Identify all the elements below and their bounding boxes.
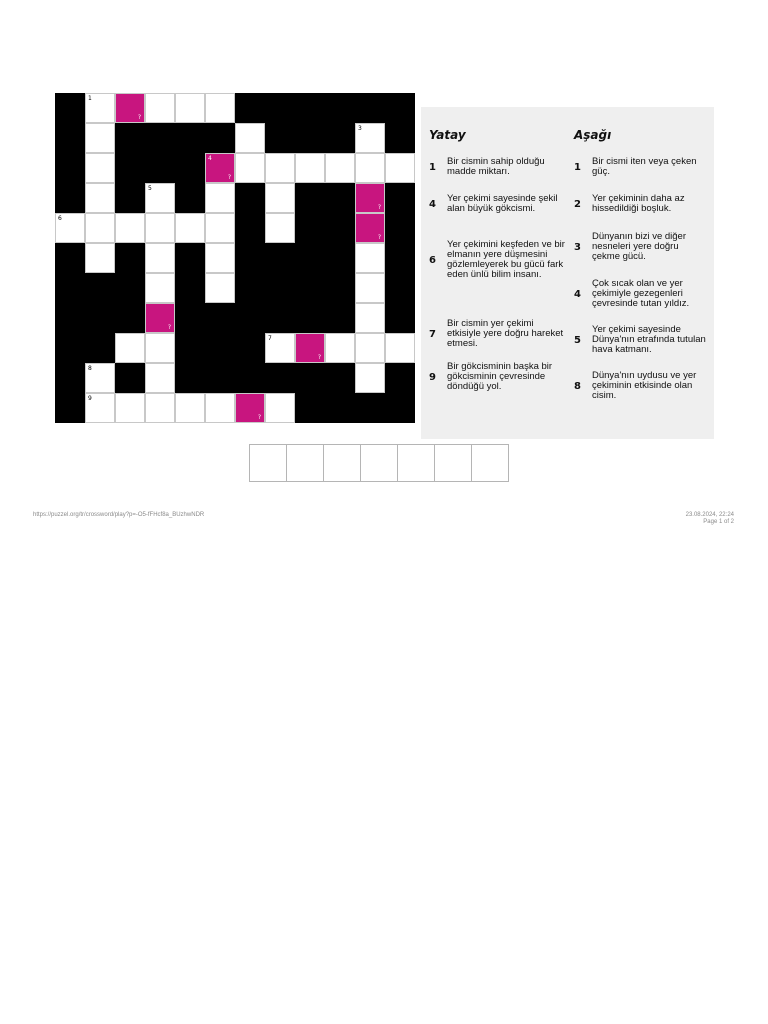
clue-number-label: 7 xyxy=(429,328,436,340)
grid-block xyxy=(235,363,265,393)
grid-block xyxy=(175,153,205,183)
page-number: Page 1 of 2 xyxy=(703,519,734,525)
grid-cell[interactable] xyxy=(355,363,385,393)
page-url: https://puzzel.org/tr/crossword/play?p=-O5-fFHcf8a_BUzhwNDR xyxy=(33,512,205,518)
clue-number-label: 5 xyxy=(574,334,581,346)
grid-block xyxy=(295,243,325,273)
grid-cell[interactable] xyxy=(85,183,115,213)
down-clue-2 xyxy=(574,194,709,214)
mystery-mark: ? xyxy=(167,324,171,331)
clue-text: Yer çekimi sayesinde Dünya'nın etrafında tutulan hava katmanı. xyxy=(592,324,706,355)
grid-block xyxy=(265,303,295,333)
grid-cell[interactable] xyxy=(85,393,115,423)
grid-block xyxy=(175,303,205,333)
solution-letter-box[interactable] xyxy=(471,444,509,482)
down-clue-8 xyxy=(574,371,709,401)
grid-block xyxy=(235,243,265,273)
clue-text: Bir cismi iten veya çeken güç. xyxy=(592,156,697,177)
grid-block xyxy=(115,303,145,333)
solution-letter-box[interactable] xyxy=(397,444,435,482)
grid-cell[interactable] xyxy=(175,93,205,123)
mystery-mark: ? xyxy=(137,114,141,121)
grid-cell[interactable] xyxy=(145,183,175,213)
clue-number-label: 1 xyxy=(574,161,581,173)
grid-cell[interactable] xyxy=(385,333,415,363)
clue-number-label: 8 xyxy=(574,380,581,392)
across-clue-9 xyxy=(429,362,569,392)
across-heading: Yatay xyxy=(429,128,466,142)
grid-cell[interactable] xyxy=(355,123,385,153)
clue-text: Dünya'nın uydusu ve yer çekiminin etkisinde olan cisim. xyxy=(592,370,697,401)
grid-block xyxy=(235,273,265,303)
across-clue-7 xyxy=(429,319,569,349)
mystery-mark: ? xyxy=(377,204,381,211)
grid-cell[interactable] xyxy=(85,93,115,123)
grid-block xyxy=(235,333,265,363)
grid-cell[interactable] xyxy=(175,213,205,243)
grid-cell[interactable] xyxy=(85,153,115,183)
clue-text: Yer çekimini keşfeden ve bir elmanın yere düşmesini gözlemleyerek bu gücü fark eden ünlü bilim insanı. xyxy=(447,239,565,280)
mystery-mark: ? xyxy=(227,174,231,181)
grid-block xyxy=(295,363,325,393)
grid-cell[interactable] xyxy=(265,333,295,363)
grid-block xyxy=(205,303,235,333)
clue-text: Çok sıcak olan ve yer çekimiyle gezegenleri çevresinde tutan yıldız. xyxy=(592,278,690,309)
clue-number: 2 xyxy=(267,124,271,131)
solution-letter-box[interactable] xyxy=(323,444,361,482)
grid-block xyxy=(175,123,205,153)
grid-cell[interactable] xyxy=(205,183,235,213)
grid-block xyxy=(85,333,115,363)
grid-block xyxy=(175,243,205,273)
down-clue-1 xyxy=(574,157,709,177)
grid-cell[interactable] xyxy=(115,393,145,423)
grid-cell[interactable] xyxy=(205,273,235,303)
grid-cell[interactable] xyxy=(355,273,385,303)
clues-panel xyxy=(421,107,714,439)
clue-text: Yer çekimi sayesinde şekil alan büyük gökcismi. xyxy=(447,193,558,214)
grid-block xyxy=(325,303,355,333)
grid-cell[interactable] xyxy=(205,93,235,123)
grid-cell[interactable] xyxy=(385,153,415,183)
grid-cell-mystery[interactable] xyxy=(115,93,145,123)
grid-cell[interactable] xyxy=(355,153,385,183)
clue-number: 6 xyxy=(58,215,62,222)
grid-block xyxy=(55,123,85,153)
grid-block xyxy=(175,363,205,393)
clue-number: 1 xyxy=(88,95,92,102)
clue-number-label: 4 xyxy=(429,198,436,210)
grid-cell[interactable] xyxy=(325,153,355,183)
grid-block xyxy=(325,93,355,123)
grid-block xyxy=(205,123,235,153)
grid-block xyxy=(265,93,295,123)
grid-block xyxy=(325,363,355,393)
grid-cell[interactable] xyxy=(325,333,355,363)
grid-block xyxy=(85,273,115,303)
grid-cell[interactable] xyxy=(355,303,385,333)
grid-block xyxy=(85,303,115,333)
grid-block xyxy=(55,303,85,333)
grid-cell[interactable] xyxy=(115,333,145,363)
grid-block xyxy=(295,183,325,213)
grid-block xyxy=(235,93,265,123)
grid-cell[interactable] xyxy=(145,393,175,423)
clue-text: Dünyanın bizi ve diğer nesneleri yere doğru çekme gücü. xyxy=(592,231,686,262)
clue-number-label: 3 xyxy=(574,241,581,253)
mystery-mark: ? xyxy=(377,234,381,241)
clue-number-label: 6 xyxy=(429,254,436,266)
print-meta xyxy=(686,512,734,526)
solution-letter-box[interactable] xyxy=(286,444,324,482)
clue-number-label: 1 xyxy=(429,161,436,173)
grid-block xyxy=(115,183,145,213)
grid-cell[interactable] xyxy=(85,363,115,393)
grid-cell[interactable] xyxy=(235,153,265,183)
solution-letter-box[interactable] xyxy=(249,444,287,482)
grid-block xyxy=(325,183,355,213)
down-column xyxy=(574,127,709,427)
grid-block xyxy=(145,123,175,153)
grid-block xyxy=(385,243,415,273)
grid-block xyxy=(385,123,415,153)
grid-cell[interactable] xyxy=(355,333,385,363)
grid-cell[interactable] xyxy=(175,393,205,423)
grid-block xyxy=(325,273,355,303)
grid-block xyxy=(265,273,295,303)
grid-cell[interactable] xyxy=(295,153,325,183)
crossword-grid xyxy=(55,93,415,423)
clue-number-label: 4 xyxy=(574,288,581,300)
grid-block xyxy=(325,243,355,273)
grid-block xyxy=(235,213,265,243)
grid-block xyxy=(295,93,325,123)
grid-cell[interactable] xyxy=(265,393,295,423)
clue-number-label: 9 xyxy=(429,371,436,383)
clue-text: Bir gökcisminin başka bir gökcisminin çevresinde döndüğü yol. xyxy=(447,361,553,392)
grid-block xyxy=(325,213,355,243)
mystery-mark: ? xyxy=(317,354,321,361)
grid-cell[interactable] xyxy=(145,213,175,243)
solution-letter-box[interactable] xyxy=(434,444,472,482)
grid-block xyxy=(55,273,85,303)
grid-block xyxy=(355,393,385,423)
grid-cell[interactable] xyxy=(235,123,265,153)
grid-cell[interactable] xyxy=(85,243,115,273)
clue-number-label: 2 xyxy=(574,198,581,210)
grid-block xyxy=(55,243,85,273)
grid-block xyxy=(295,303,325,333)
clue-number: 3 xyxy=(358,125,362,132)
grid-block xyxy=(115,363,145,393)
clue-text: Yer çekiminin daha az hissedildiği boşluk. xyxy=(592,193,685,214)
grid-cell[interactable] xyxy=(355,243,385,273)
grid-block xyxy=(115,243,145,273)
across-clue-6 xyxy=(429,240,569,280)
down-clue-3 xyxy=(574,232,709,262)
grid-cell[interactable] xyxy=(205,243,235,273)
grid-block xyxy=(295,123,325,153)
grid-cell-mystery[interactable] xyxy=(145,303,175,333)
down-heading: Aşağı xyxy=(574,128,612,142)
grid-cell[interactable] xyxy=(145,273,175,303)
clue-text: Bir cismin sahip olduğu madde miktarı. xyxy=(447,156,545,177)
print-date: 23.08.2024, 22:24 xyxy=(685,512,734,518)
grid-block xyxy=(55,93,85,123)
grid-block xyxy=(325,393,355,423)
grid-block xyxy=(55,153,85,183)
grid-block xyxy=(175,273,205,303)
grid-block xyxy=(205,363,235,393)
mystery-mark: ? xyxy=(257,414,261,421)
grid-cell-mystery[interactable] xyxy=(205,153,235,183)
down-clue-5 xyxy=(574,325,709,355)
clue-number: 4 xyxy=(208,155,212,162)
grid-block xyxy=(265,363,295,393)
grid-block xyxy=(115,273,145,303)
grid-cell[interactable] xyxy=(145,333,175,363)
grid-block xyxy=(325,123,355,153)
grid-block xyxy=(205,333,235,363)
grid-block xyxy=(295,273,325,303)
grid-block xyxy=(295,393,325,423)
grid-block xyxy=(235,183,265,213)
grid-block xyxy=(55,393,85,423)
grid-cell[interactable] xyxy=(265,213,295,243)
grid-block xyxy=(175,333,205,363)
grid-block xyxy=(355,93,385,123)
grid-block xyxy=(385,273,415,303)
grid-cell-mystery[interactable] xyxy=(235,393,265,423)
clue-text: Bir cismin yer çekimi etkisiyle yere doğru hareket etmesi. xyxy=(447,318,564,349)
grid-block xyxy=(385,363,415,393)
grid-block xyxy=(55,333,85,363)
grid-cell[interactable] xyxy=(145,363,175,393)
grid-block xyxy=(265,243,295,273)
grid-block xyxy=(385,213,415,243)
grid-block xyxy=(55,363,85,393)
grid-cell[interactable] xyxy=(265,153,295,183)
across-clue-1 xyxy=(429,157,569,177)
down-clue-4 xyxy=(574,279,709,309)
grid-cell[interactable] xyxy=(85,123,115,153)
clue-number: 7 xyxy=(268,335,272,342)
grid-block xyxy=(55,183,85,213)
grid-cell[interactable] xyxy=(145,243,175,273)
grid-cell[interactable] xyxy=(85,213,115,243)
grid-cell[interactable] xyxy=(115,213,145,243)
grid-cell-mystery[interactable] xyxy=(355,213,385,243)
clue-number: 5 xyxy=(148,185,152,192)
grid-cell[interactable] xyxy=(265,183,295,213)
grid-block xyxy=(385,183,415,213)
grid-block xyxy=(115,153,145,183)
across-clue-4 xyxy=(429,194,569,214)
across-column xyxy=(429,127,569,427)
grid-block xyxy=(235,303,265,333)
solution-letter-box[interactable] xyxy=(360,444,398,482)
clue-number: 8 xyxy=(88,365,92,372)
grid-block xyxy=(385,303,415,333)
grid-block xyxy=(295,213,325,243)
grid-cell[interactable] xyxy=(145,93,175,123)
grid-cell[interactable] xyxy=(205,213,235,243)
grid-cell-mystery[interactable] xyxy=(355,183,385,213)
grid-cell-mystery[interactable] xyxy=(295,333,325,363)
grid-cell[interactable] xyxy=(55,213,85,243)
grid-block xyxy=(115,123,145,153)
grid-block xyxy=(385,393,415,423)
grid-block xyxy=(145,153,175,183)
grid-cell[interactable] xyxy=(205,393,235,423)
grid-block xyxy=(175,183,205,213)
grid-block xyxy=(385,93,415,123)
grid-block xyxy=(265,123,295,153)
clue-number: 9 xyxy=(88,395,92,402)
solution-word-boxes xyxy=(250,444,509,482)
